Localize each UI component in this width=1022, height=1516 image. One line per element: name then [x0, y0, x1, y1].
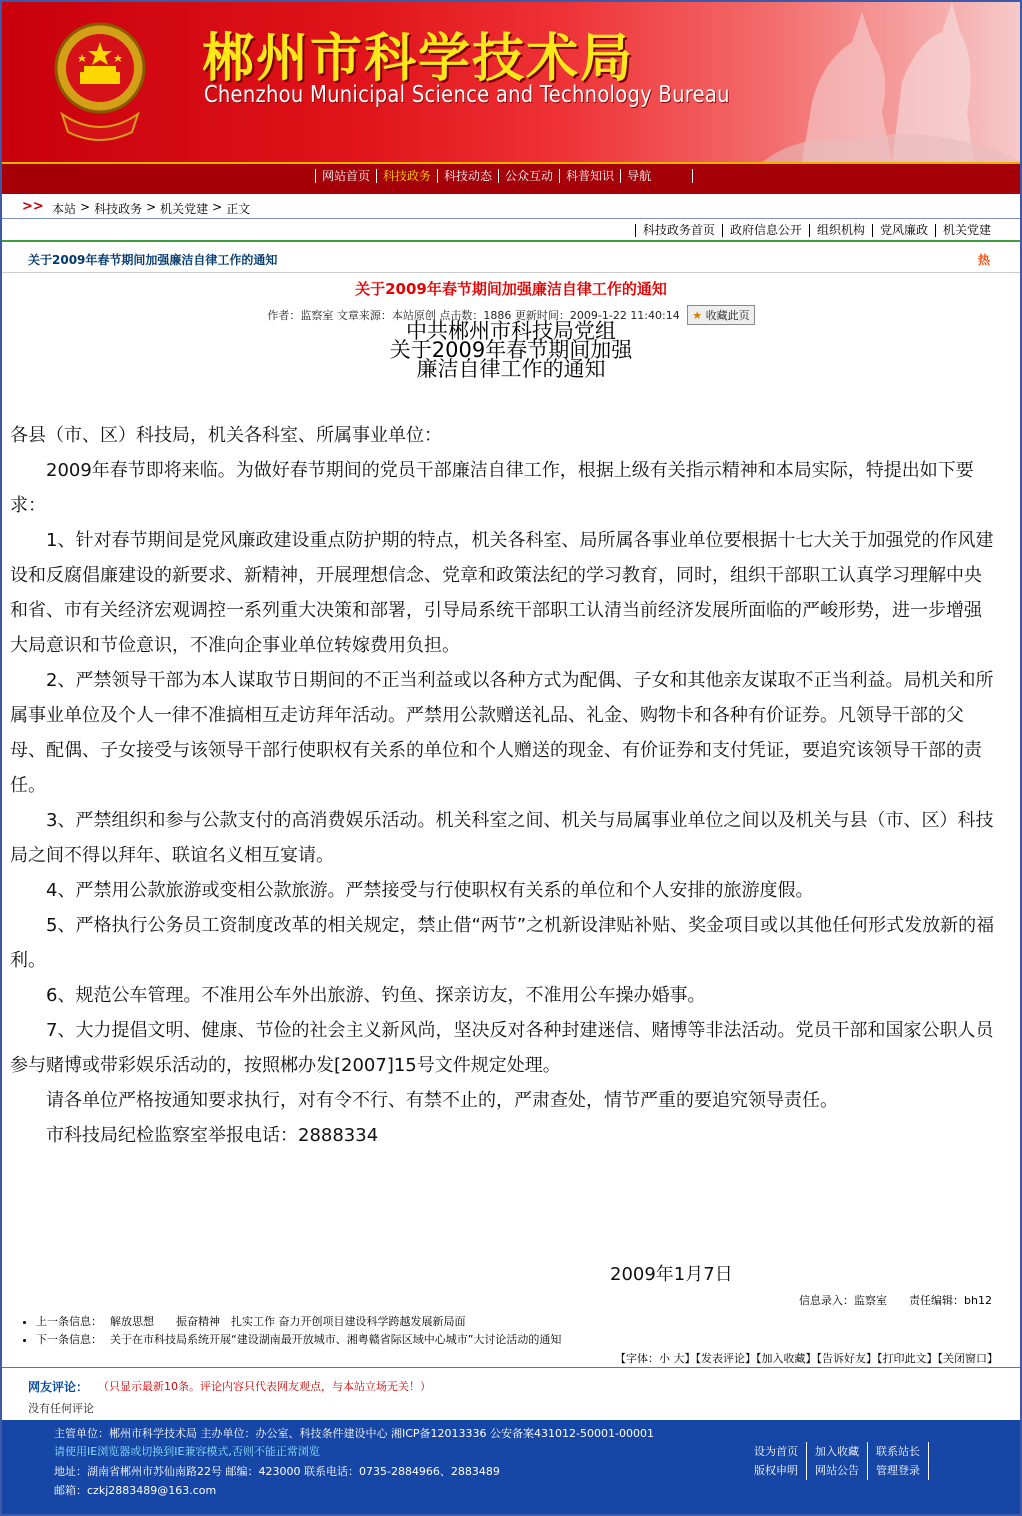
nav-item[interactable]: 科普知识 — [559, 169, 620, 183]
site-title: 郴州市科学技术局 — [202, 29, 635, 89]
footer-link[interactable]: 加入收藏 — [815, 1442, 868, 1461]
breadcrumb-item[interactable]: 正文 — [226, 202, 251, 216]
prev-link[interactable]: 解放思想 振奋精神 扎实工作 奋力开创项目建设科学跨越发展新局面 — [110, 1315, 466, 1328]
favorite-label: 收藏此页 — [705, 309, 750, 322]
star-icon: ★ — [692, 309, 703, 322]
footer-link[interactable]: 版权申明 — [754, 1461, 807, 1480]
article-entry-info — [799, 1292, 992, 1308]
footer-link[interactable]: 设为首页 — [754, 1442, 807, 1461]
nav-separator — [692, 169, 693, 183]
article-meta-text: 作者：监察室 文章来源：本站原创 点击数：1886 更新时间：2009-1-22 11:40:14 — [267, 309, 680, 322]
paragraph: 3、严禁组织和参与公款支付的高消费娱乐活动。机关科室之间、机关与局属事业单位之间以及机关与县（市、区）科技局之间不得以拜年、联谊名义相互宴请。 — [10, 810, 994, 866]
next-item — [36, 1331, 561, 1349]
main-nav — [2, 162, 1020, 194]
site-footer — [2, 1420, 1020, 1516]
next-link[interactable]: 关于在市科技局系统开展“建设湖南最开放城市、湘粤赣省际区域中心城市”大讨论活动的通知 — [110, 1333, 562, 1346]
breadcrumb — [2, 195, 1020, 219]
footer-line-browser-note: 请使用IE浏览器或切换到IE兼容模式,否则不能正常浏览 — [54, 1445, 320, 1458]
article-title-bar — [2, 245, 1020, 273]
paragraph: 1、针对春节期间是党风廉政建设重点防护期的特点，机关各科室、局所属各事业单位要根据十七大关于加强党的作风建设和反腐倡廉建设的新要求、新精神，开展理想信念、党章和政策法纪的学习教育，同时，组织干部职工认真学习理解中央和省、市有关经济宏观调控一系列重大决策和部署，引导局系统干部职工认清当前经济发展所面临的严峻形势，进一步增强大局意识和节俭意识，不准向企事业单位转嫁费用负担。 — [10, 530, 994, 656]
comments-section — [2, 1367, 1020, 1419]
no-comments-text: 没有任何评论 — [28, 1402, 94, 1415]
paragraph: 6、规范公车管理。不准用公车外出旅游、钓鱼、探亲访友，不准用公车操办婚事。 — [46, 985, 706, 1006]
article-body — [10, 418, 996, 1153]
subnav-item[interactable]: 科技政务首页 — [635, 224, 722, 237]
sub-nav — [2, 220, 1020, 242]
nav-item[interactable]: 网站首页 — [315, 169, 376, 183]
breadcrumb-arrow-icon: >> — [22, 199, 44, 214]
heading-line: 关于2009年春节期间加强 — [389, 338, 633, 362]
paragraph: 市科技局纪检监察室举报电话：2888334 — [46, 1125, 379, 1146]
salutation: 各县（市、区）科技局，机关各科室、所属事业单位： — [10, 425, 442, 446]
footer-links — [754, 1442, 937, 1480]
footer-line-email: 邮箱：czkj2883489@163.com — [54, 1484, 217, 1497]
national-emblem-icon — [52, 14, 148, 148]
footer-link[interactable]: 联系站长 — [876, 1442, 929, 1461]
prev-next-list — [36, 1313, 561, 1349]
article-heading — [2, 319, 1020, 381]
paragraph: 7、大力提倡文明、健康、节俭的社会主义新风尚，坚决反对各种封建迷信、赌博等非法活动。党员干部和国家公职人员参与赌博或带彩娱乐活动的，按照郴办发[2007]15号文件规定处理。 — [10, 1020, 994, 1076]
article-tools[interactable]: 【字体：小 大】【发表评论】【加入收藏】【告诉好友】【打印此文】【关闭窗口】 — [615, 1352, 998, 1365]
article-title: 关于2009年春节期间加强廉洁自律工作的通知 — [355, 280, 667, 298]
breadcrumb-item[interactable]: 科技政务 — [94, 202, 143, 216]
next-label: 下一条信息： — [36, 1333, 102, 1346]
nav-item[interactable]: 科技动态 — [437, 169, 498, 183]
nav-item[interactable]: 科技政务 — [376, 169, 437, 183]
paragraph: 请各单位严格按通知要求执行，对有令不行、有禁不止的，严肃查处，情节严重的要追究领导责任。 — [46, 1090, 838, 1111]
breadcrumb-item[interactable]: 本站 — [52, 202, 77, 216]
nav-item[interactable]: 导航 — [620, 169, 657, 183]
paragraph: 4、严禁用公款旅游或变相公款旅游。严禁接受与行使职权有关系的单位和个人安排的旅游度假。 — [46, 880, 814, 901]
comments-label: 网友评论： — [28, 1380, 89, 1394]
site-banner — [2, 2, 1020, 162]
paragraph: 5、严格执行公务员工资制度改革的相关规定，禁止借“两节”之机新设津贴补贴、奖金项目或以其他任何形式发放新的福利。 — [10, 915, 995, 971]
breadcrumb-separator: > — [80, 200, 91, 214]
titlebar-text: 关于2009年春节期间加强廉洁自律工作的通知 — [28, 253, 278, 267]
hot-badge: 热 — [977, 253, 990, 267]
article-date: 2009年1月7日 — [610, 1264, 733, 1285]
breadcrumb-separator: > — [212, 200, 223, 214]
breadcrumb-separator: > — [146, 200, 157, 214]
footer-link[interactable]: 网站公告 — [815, 1461, 868, 1480]
heading-line: 廉洁自律工作的通知 — [416, 357, 606, 381]
subnav-item[interactable]: 组织机构 — [809, 224, 872, 237]
nav-item[interactable]: 公众互动 — [498, 169, 559, 183]
subnav-item[interactable]: 政府信息公开 — [722, 224, 809, 237]
footer-line-sponsor: 主管单位：郴州市科学技术局 主办单位：办公室、科技条件建设中心 湘ICP备12013336 公安备案431012-50001-00001 — [54, 1427, 654, 1440]
heading-line: 中共郴州市科技局党组 — [406, 319, 616, 343]
entry-by: 信息录入：监察室 — [799, 1294, 888, 1307]
footer-line-address: 地址：湖南省郴州市苏仙南路22号 邮编：423000 联系电话：0735-2884966、2883489 — [54, 1465, 500, 1478]
comments-note: （只显示最新10条。评论内容只代表网友观点，与本站立场无关！） — [98, 1380, 431, 1393]
subnav-item[interactable]: 机关党建 — [935, 224, 998, 237]
prev-item — [36, 1313, 561, 1331]
footer-link[interactable]: 管理登录 — [876, 1461, 929, 1480]
prev-label: 上一条信息： — [36, 1315, 102, 1328]
editor: 责任编辑：bh12 — [909, 1294, 992, 1307]
paragraph: 2、严禁领导干部为本人谋取节日期间的不正当利益或以各种方式为配偶、子女和其他亲友谋取不正当利益。局机关和所属事业单位及个人一律不准搞相互走访拜年活动。严禁用公款赠送礼品、礼金、购物卡和各种有价证券。凡领导干部的父母、配偶、子女接受与该领导干部行使职权有关系的单位和个人赠送的现金、有价证券和支付凭证，要追究该领导干部的责任。 — [10, 670, 994, 796]
site-subtitle: Chenzhou Municipal Science and Technology Bureau — [204, 82, 730, 108]
sculpture-image — [742, 2, 1020, 162]
paragraph: 2009年春节即将来临。为做好春节期间的党员干部廉洁自律工作，根据上级有关指示精神和本局实际，特提出如下要求： — [10, 460, 974, 516]
breadcrumb-item[interactable]: 机关党建 — [160, 202, 209, 216]
subnav-item[interactable]: 党风廉政 — [872, 224, 935, 237]
